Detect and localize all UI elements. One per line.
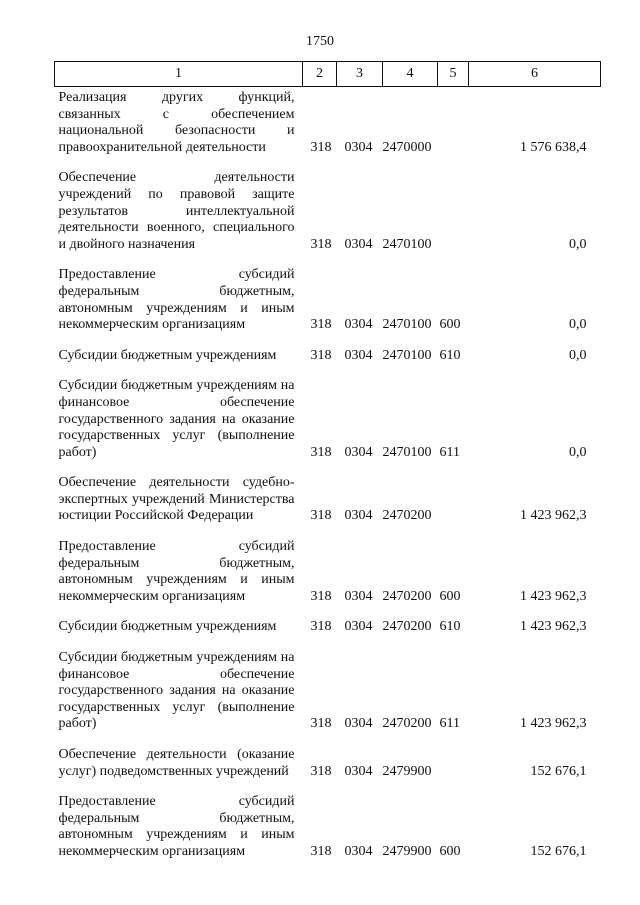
table-row — [55, 733, 601, 780]
item-rzpr: 0304 — [344, 317, 373, 333]
item-sum: 152 676,1 — [530, 843, 587, 859]
item-sum: 0,0 — [569, 317, 587, 333]
item-sum: 0,0 — [569, 444, 587, 460]
item-csr: 2470100 — [382, 347, 432, 363]
item-grbs: 318 — [310, 444, 332, 460]
table-row — [55, 334, 601, 365]
item-csr: 2470200 — [382, 588, 432, 604]
item-name: Обеспечение деятельности судебно-экспертных учреждений Министерства юстиции Российской Федерации — [58, 475, 295, 524]
item-grbs: 318 — [310, 508, 332, 524]
item-sum: 1 423 962,3 — [520, 588, 587, 604]
item-vr: 600 — [439, 588, 461, 604]
item-sum: 1 423 962,3 — [520, 716, 587, 732]
item-grbs: 318 — [310, 236, 332, 252]
table-row — [55, 156, 601, 253]
item-csr: 2470200 — [382, 716, 432, 732]
item-name: Реализация других функций, связанных с обеспечением национальной безопасности и правоохранительной деятельности — [58, 90, 295, 155]
item-sum: 152 676,1 — [530, 763, 587, 779]
table-row — [55, 605, 601, 636]
item-csr: 2470200 — [382, 619, 432, 635]
header-col-6: 6 — [469, 62, 601, 87]
table-header — [55, 62, 601, 87]
item-rzpr: 0304 — [344, 508, 373, 524]
item-csr: 2479900 — [382, 843, 432, 859]
item-csr: 2470100 — [382, 444, 432, 460]
item-rzpr: 0304 — [344, 347, 373, 363]
item-name: Предоставление субсидий федеральным бюджетным, автономным учреждениям и иным некоммерческим организациям — [58, 539, 295, 604]
item-rzpr: 0304 — [344, 763, 373, 779]
item-grbs: 318 — [310, 139, 332, 155]
item-csr: 2470000 — [382, 139, 432, 155]
header-col-3: 3 — [337, 62, 383, 87]
item-name: Обеспечение деятельности (оказание услуг) подведомственных учреждений — [58, 747, 295, 779]
item-name: Предоставление субсидий федеральным бюджетным, автономным учреждениям и иным некоммерческим организациям — [58, 267, 295, 333]
header-col-4: 4 — [383, 62, 438, 87]
item-csr: 2470100 — [382, 317, 432, 333]
item-name: Предоставление субсидий федеральным бюджетным, автономным учреждениям и иным некоммерческим организациям — [58, 794, 295, 859]
item-name: Субсидии бюджетным учреждениям — [58, 347, 277, 363]
item-name: Субсидии бюджетным учреждениям на финансовое обеспечение государственного задания на оказание государственных услуг (выполнение работ) — [58, 378, 295, 460]
header-col-2: 2 — [303, 62, 337, 87]
item-sum: 1 423 962,3 — [520, 508, 587, 524]
item-csr: 2479900 — [382, 763, 432, 779]
item-rzpr: 0304 — [344, 139, 373, 155]
item-rzpr: 0304 — [344, 588, 373, 604]
item-vr: 600 — [439, 843, 461, 859]
item-grbs: 318 — [310, 763, 332, 779]
table-row — [55, 780, 601, 860]
item-name: Субсидии бюджетным учреждениям на финансовое обеспечение государственного задания на оказание государственных услуг (выполнение работ) — [58, 650, 295, 732]
item-csr: 2470200 — [382, 508, 432, 524]
header-col-1: 1 — [55, 62, 303, 87]
item-rzpr: 0304 — [344, 843, 373, 859]
item-vr — [438, 733, 469, 780]
item-vr: 611 — [439, 716, 460, 732]
item-grbs: 318 — [310, 317, 332, 333]
item-grbs: 318 — [310, 716, 332, 732]
item-grbs: 318 — [310, 619, 332, 635]
item-sum: 1 576 638,4 — [520, 139, 587, 155]
table-row — [55, 364, 601, 461]
item-grbs: 318 — [310, 347, 332, 363]
item-name: Обеспечение деятельности учреждений по правовой защите результатов интеллектуальной деятельности военного, специального и двойного назначения — [58, 170, 295, 252]
item-sum: 0,0 — [569, 347, 587, 363]
item-rzpr: 0304 — [344, 716, 373, 732]
item-vr — [438, 87, 469, 157]
item-vr: 610 — [439, 619, 461, 635]
item-rzpr: 0304 — [344, 619, 373, 635]
header-col-5: 5 — [438, 62, 469, 87]
item-vr: 600 — [439, 317, 461, 333]
table-row — [55, 525, 601, 605]
table-row — [55, 87, 601, 157]
item-vr — [438, 461, 469, 525]
page-number: 1750 — [306, 34, 334, 49]
item-rzpr: 0304 — [344, 236, 373, 252]
table-body — [55, 87, 601, 861]
item-rzpr: 0304 — [344, 444, 373, 460]
item-vr: 610 — [439, 347, 461, 363]
item-grbs: 318 — [310, 588, 332, 604]
item-grbs: 318 — [310, 843, 332, 859]
item-csr: 2470100 — [382, 236, 432, 252]
item-sum: 1 423 962,3 — [520, 619, 587, 635]
item-vr — [438, 156, 469, 253]
budget-table — [54, 61, 601, 861]
item-name: Субсидии бюджетным учреждениям — [58, 619, 277, 635]
item-sum: 0,0 — [569, 236, 587, 252]
header-row — [55, 62, 601, 87]
table-row — [55, 636, 601, 733]
item-vr: 611 — [439, 444, 460, 460]
table-row — [55, 253, 601, 333]
table-row — [55, 461, 601, 525]
